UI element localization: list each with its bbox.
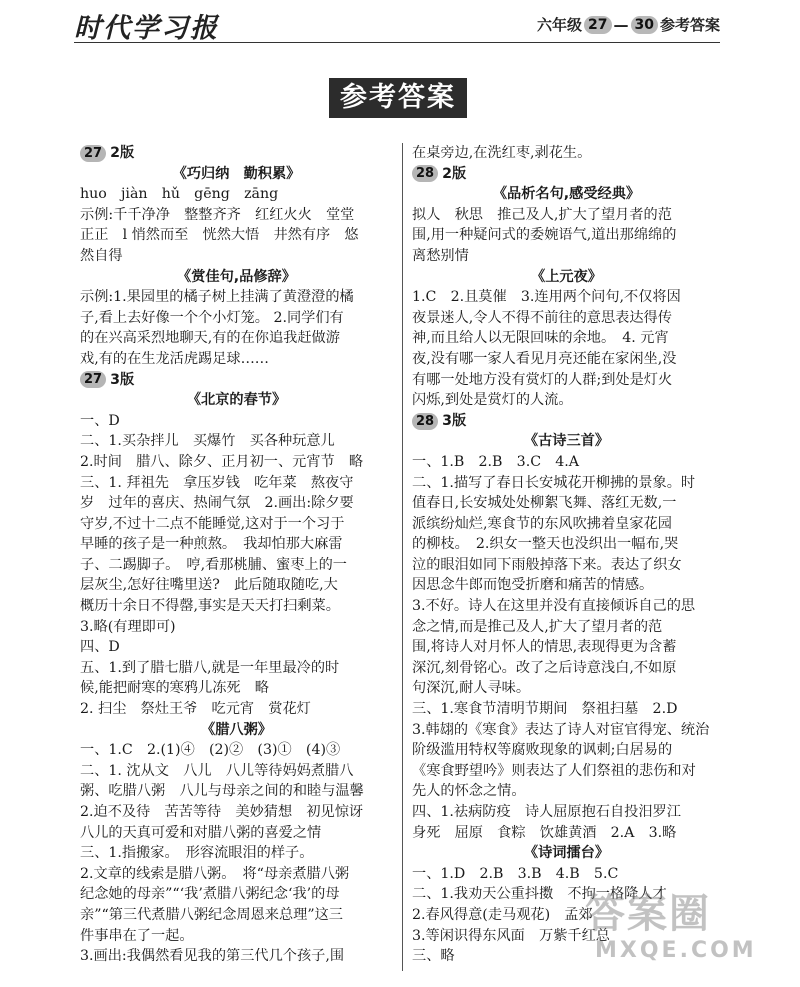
issue-number-badge: 28 xyxy=(412,165,438,182)
article-title: 《赏佳句,品修辞》 xyxy=(177,268,296,285)
answer-line: 2.文章的线索是腊八粥。 将“母亲煮腊八粥 xyxy=(80,865,350,882)
page-header xyxy=(0,0,800,48)
answer-line: 二、1.买杂拌儿 买爆竹 买各种玩意儿 xyxy=(80,433,335,450)
answer-line: 四、1.祛病防疫 诗人屈原抱石自投汨罗江 xyxy=(412,804,681,820)
right-column xyxy=(412,143,721,967)
answer-line: 派缤纷灿烂,寒食节的东风吹拂着皇家花园 xyxy=(412,515,672,532)
section-label: 3版 xyxy=(442,412,467,429)
answer-line: 五、1.到了腊七腊八,就是一年里最冷的时 xyxy=(80,659,340,676)
answer-line: 1.C 2.且莫催 3.连用两个问句,不仅将因 xyxy=(412,289,681,306)
answer-line: 然自得 xyxy=(80,247,123,264)
article-title: 《北京的春节》 xyxy=(186,392,287,409)
article-title: 《诗词擂台》 xyxy=(523,845,610,862)
issue-end-badge: 30 xyxy=(631,16,658,34)
article-title: 《腊八粥》 xyxy=(201,721,272,738)
answer-line: 3.韩翃的《寒食》表达了诗人对宦官得宠、统治 xyxy=(412,721,710,738)
answer-line: 八儿的天真可爱和对腊八粥的喜爱之情 xyxy=(80,824,322,841)
answer-line: 3.略(有理即可) xyxy=(80,618,176,635)
answer-line: 示例:1.果园里的橘子树上挂满了黄澄澄的橘 xyxy=(80,289,354,306)
answer-line: 值春日,长安城处处柳絮飞舞、落红无数,一 xyxy=(412,495,677,512)
answer-line: 念之情,而是推己及人,扩大了望月者的范 xyxy=(412,618,663,635)
answer-line: 深沉,刻骨铭心。改了之后诗意浅白,不如原 xyxy=(412,659,677,676)
left-column xyxy=(80,143,393,967)
article-title: 《巧归纳 勤积累》 xyxy=(172,165,301,182)
answer-line: 因思念牛郎而饱受折磨和痛苦的情感。 xyxy=(412,577,654,594)
answer-line: 层灰尘,怎好往嘴里送? 此后随取随吃,大 xyxy=(80,577,338,594)
answer-line: 一、1.D 2.B 3.B 4.B 5.C xyxy=(412,865,619,882)
article-title: 《上元夜》 xyxy=(531,268,602,285)
answer-line: 概历十余日不得罄,事实是天天打扫剩菜。 xyxy=(80,598,340,615)
answer-line: 闪烁,到处是赏灯的人流。 xyxy=(412,392,573,409)
answer-line: 一、1.C 2.(1)④ (2)② (3)① (4)③ xyxy=(80,742,341,759)
section-heading xyxy=(80,370,393,391)
issue-start-badge: 27 xyxy=(584,16,611,34)
answer-line: 《寒食野望吟》则表达了人们祭祖的悲伤和对 xyxy=(412,762,696,779)
section-heading xyxy=(412,411,721,432)
answer-line: 正正 l 悄然而至 恍然大悟 井然有序 悠 xyxy=(80,227,359,244)
answer-line: 的在兴高采烈地聊天,有的在你追我赶做游 xyxy=(80,330,340,347)
answer-line: 有哪一处地方没有赏灯的人群;到处是灯火 xyxy=(412,371,673,388)
answer-line: 在桌旁边,在洗红枣,剥花生。 xyxy=(412,145,592,161)
article-title: 《古诗三首》 xyxy=(523,433,610,450)
answer-line: 粥、吃腊八粥 八儿与母亲之间的和睦与温馨 xyxy=(80,783,364,800)
answer-line: 阶级滥用特权等腐败现象的讽刺;白居易的 xyxy=(412,742,673,759)
column-divider xyxy=(402,143,403,971)
answer-line: 戏,有的在生龙活虎踢足球…… xyxy=(80,350,269,367)
section-label: 2版 xyxy=(110,145,135,161)
answer-line: 3.画出:我偶然看见我的第三代几个孩子,围 xyxy=(80,948,345,965)
watermark-url-text: MXQE.COM xyxy=(595,938,757,963)
header-rule xyxy=(74,42,720,43)
answer-line: 四、D xyxy=(80,639,120,656)
page-title-banner: 参考答案 xyxy=(329,78,467,118)
answer-line: 围,将诗人对月怀人的情思,表现得更为含蓄 xyxy=(412,639,677,656)
header-page-range xyxy=(537,14,720,35)
range-dash: — xyxy=(613,15,629,34)
answer-line: 2. 扫尘 祭灶王爷 吃元宵 赏花灯 xyxy=(80,701,311,718)
watermark-logo xyxy=(585,890,775,980)
answer-line: 三、1.指搬家。 形容流眼泪的样子。 xyxy=(80,845,314,862)
answer-line: 2.迫不及待 苦苦等待 美妙猜想 初见惊讶 xyxy=(80,804,364,820)
answer-line: 句深沉,耐人寻味。 xyxy=(412,680,531,697)
answer-line: 三、1. 拜祖先 拿压岁钱 吃年菜 熬夜守 xyxy=(80,474,354,491)
answer-line: 亲”“第三代煮腊八粥纪念周恩来总理”这三 xyxy=(80,906,343,923)
answer-line: 二、1.我劝天公重抖擞 不拘一格降人才 xyxy=(412,886,667,903)
answer-line: 3.不好。诗人在这里并没有直接倾诉自己的思 xyxy=(412,598,696,615)
answer-line: 先人的怀念之情。 xyxy=(412,783,526,800)
answer-line: 神,而且给人以无限回味的余地。 4. 元宵 xyxy=(412,330,669,347)
answer-line: 2.春风得意(走马观花) 孟郊 xyxy=(412,906,593,923)
answer-line: 2.时间 腊八、除夕、正月初一、元宵节 略 xyxy=(80,453,364,470)
answer-line: 泣的眼泪如同下雨般掉落下来。表达了织女 xyxy=(412,556,682,573)
answer-line: 候,能把耐寒的寒鸦儿冻死 略 xyxy=(80,680,269,697)
answer-line: 岁 过年的喜庆、热闹气氛 2.画出:除夕要 xyxy=(80,495,354,512)
answers-label: 参考答案 xyxy=(659,16,720,34)
answer-line: 身死 屈原 食粽 饮雄黄酒 2.A 3.略 xyxy=(412,824,677,841)
answer-line: 的柳枝。 2.织女一整天也没织出一幅布,哭 xyxy=(412,536,679,553)
watermark-main-text: 答案圈 xyxy=(585,891,711,937)
answer-line: 件事串在了一起。 xyxy=(80,927,194,944)
issue-number-badge: 27 xyxy=(80,371,106,388)
answer-line: 早睡的孩子是一种煎熬。 我却怕那大麻雷 xyxy=(80,536,343,553)
answer-line: 子、二踢脚子。 哼,看那桃脯、蜜枣上的一 xyxy=(80,556,347,573)
issue-number-badge: 28 xyxy=(412,413,438,430)
answer-line: 子,看上去好像一个个小灯笼。 2.同学们有 xyxy=(80,309,344,326)
answer-line: 离愁别情 xyxy=(412,247,469,264)
newspaper-logo: 时代学习报 xyxy=(74,13,219,44)
answer-line: 守岁,不过十二点不能睡觉,这对于一个习于 xyxy=(80,515,345,532)
answer-line: 纪念她的母亲”“‘我’煮腊八粥纪念‘我’的母 xyxy=(80,886,340,903)
answer-line: 二、1.描写了春日长安城花开柳拂的景象。时 xyxy=(412,474,696,491)
answer-line: 3.等闲识得东风面 万紫千红总 xyxy=(412,927,610,944)
section-heading xyxy=(412,164,721,185)
answer-line: huo jiàn hǔ gēng zāng xyxy=(80,186,279,203)
answer-line: 一、1.B 2.B 3.C 4.A xyxy=(412,453,580,470)
issue-number-badge: 27 xyxy=(80,145,106,162)
answer-line: 夜景迷人,令人不得不前往的意思表达得传 xyxy=(412,309,672,326)
section-label: 2版 xyxy=(442,165,467,182)
answer-line: 一、D xyxy=(80,412,120,429)
answer-line: 二、1. 沈从文 八儿 八儿等待妈妈煮腊八 xyxy=(80,762,354,779)
answer-line: 夜,没有哪一家人看见月亮还能在家闲坐,没 xyxy=(412,350,677,367)
answer-line: 三、1.寒食节清明节期间 祭祖扫墓 2.D xyxy=(412,701,678,718)
answer-line: 拟人 秋思 推己及人,扩大了望月者的范 xyxy=(412,206,672,223)
grade-label: 六年级 xyxy=(537,16,583,34)
section-heading xyxy=(80,143,393,164)
answer-line: 示例:千千净净 整整齐齐 红红火火 堂堂 xyxy=(80,206,355,223)
article-title: 《品析名句,感受经典》 xyxy=(492,186,641,203)
answer-line: 三、略 xyxy=(412,948,455,965)
answer-line: 围,用一种疑问式的委婉语气,道出那绵绵的 xyxy=(412,227,677,244)
section-label: 3版 xyxy=(110,371,135,388)
